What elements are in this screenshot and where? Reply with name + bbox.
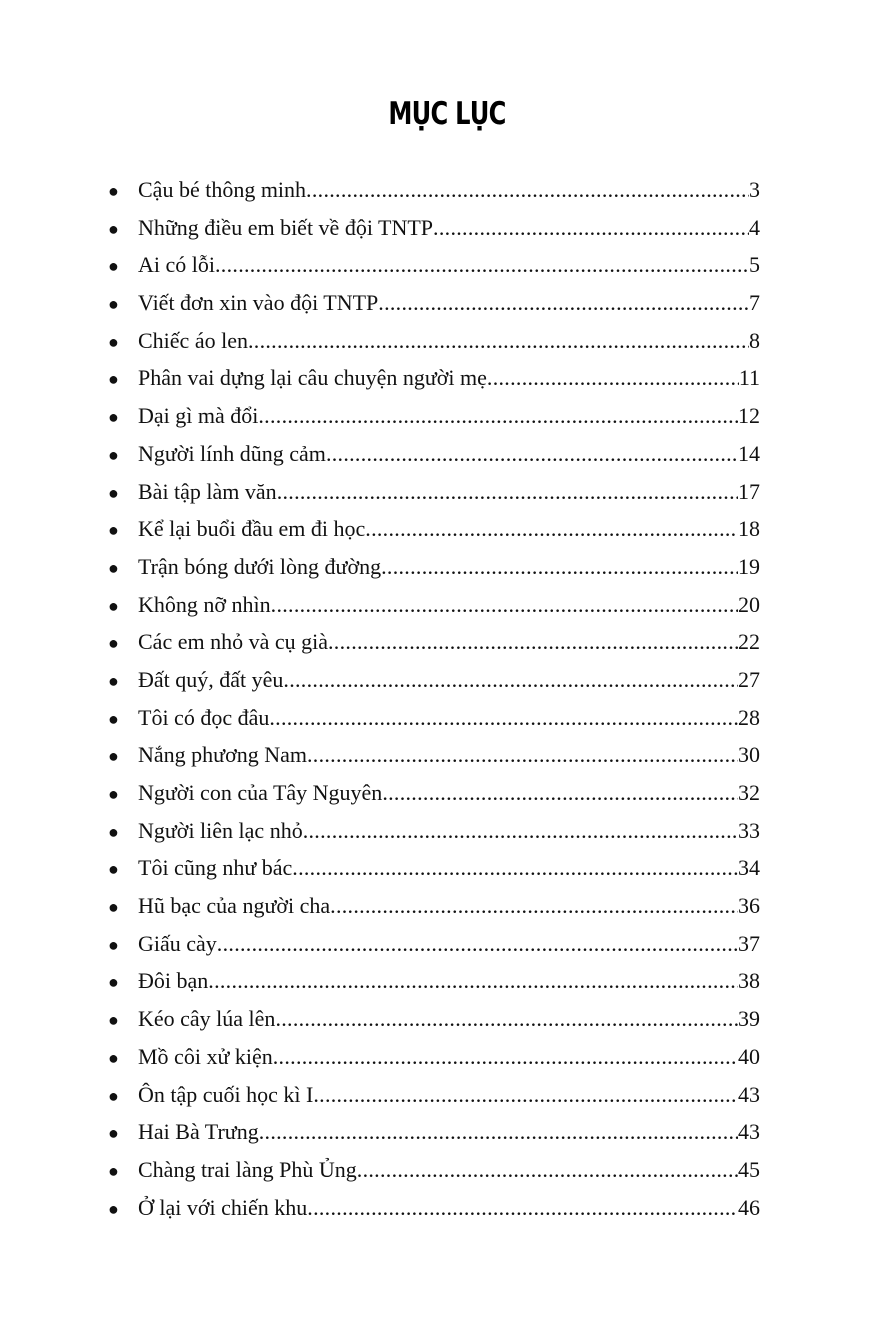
toc-entry-page: 22 (738, 629, 760, 655)
toc-entry-page: 36 (738, 893, 760, 919)
toc-entry-title: Hai Bà Trưng (138, 1119, 259, 1145)
bullet-icon: ● (108, 1123, 119, 1144)
toc-entry-title: Người con của Tây Nguyên (138, 780, 383, 805)
bullet-icon: ● (108, 407, 119, 428)
dot-leader (259, 1113, 738, 1151)
dot-leader (365, 510, 738, 548)
toc-entry-page: 33 (738, 817, 760, 843)
toc-entry-title: Tôi cũng như bác (138, 855, 293, 881)
dot-leader (306, 171, 749, 209)
dot-leader (326, 435, 738, 473)
toc-entry-page: 3 (749, 177, 760, 202)
toc-entry-page: 45 (738, 1156, 760, 1182)
toc-entry-page: 8 (749, 327, 760, 353)
toc-entry-title: Người lính dũng cảm (138, 440, 326, 466)
toc-entry-page: 12 (738, 403, 760, 429)
toc-entry[interactable] (106, 1113, 760, 1151)
toc-entry-title: Dại gì mà đổi (138, 403, 259, 429)
bullet-icon: ● (108, 557, 119, 578)
dot-leader (328, 623, 738, 661)
dot-leader (313, 1076, 738, 1114)
toc-entry-title: Kéo cây lúa lên (138, 1006, 276, 1032)
toc-entry[interactable] (106, 171, 760, 209)
toc-entry-page: 38 (738, 968, 760, 994)
toc-entry[interactable] (106, 1151, 760, 1189)
toc-entry[interactable] (106, 962, 760, 1000)
bullet-icon: ● (108, 369, 119, 390)
bullet-icon: ● (108, 746, 119, 767)
bullet-icon: ● (108, 595, 119, 616)
dot-leader (433, 209, 749, 247)
toc-entry-page: 43 (738, 1081, 760, 1107)
toc-entry[interactable] (106, 586, 760, 624)
toc-entry[interactable] (106, 887, 760, 925)
toc-entry-title: Nắng phương Nam (138, 742, 307, 768)
toc-entry-page: 19 (738, 553, 760, 579)
toc-entry[interactable] (106, 510, 760, 548)
bullet-icon: ● (108, 633, 119, 654)
toc-entry[interactable] (106, 1000, 760, 1038)
toc-entry-title: Mồ côi xử kiện (138, 1043, 273, 1069)
toc-entry-title: Viết đơn xin vào đội TNTP (138, 290, 379, 316)
toc-entry-title: Ai có lỗi (138, 252, 215, 278)
dot-leader (487, 359, 739, 397)
toc-entry-page: 4 (749, 214, 760, 240)
toc-entry-page: 20 (738, 591, 760, 617)
dot-leader (217, 925, 738, 963)
bullet-icon: ● (108, 218, 119, 239)
bullet-icon: ● (108, 294, 119, 315)
bullet-icon: ● (108, 482, 119, 503)
toc-entry-page: 11 (738, 365, 760, 391)
dot-leader (271, 586, 738, 624)
dot-leader (381, 548, 738, 586)
dot-leader (307, 1189, 738, 1227)
toc-entry-title: Bài tập làm văn (138, 478, 277, 504)
bullet-icon: ● (108, 1047, 119, 1068)
toc-entry[interactable] (106, 1189, 760, 1227)
toc-entry-title: Ở lại với chiến khu (138, 1194, 308, 1220)
bullet-icon: ● (108, 256, 119, 277)
toc-entry-title: Trận bóng dưới lòng đường (138, 553, 382, 579)
bullet-icon: ● (108, 897, 119, 918)
toc-entry-page: 5 (749, 252, 760, 278)
bullet-icon: ● (108, 444, 119, 465)
bullet-icon: ● (108, 1160, 119, 1181)
dot-leader (277, 473, 738, 511)
bullet-icon: ● (108, 1010, 119, 1031)
toc-entry-page: 30 (738, 742, 760, 768)
toc-entry-page: 14 (738, 440, 760, 466)
toc-entry-title: Kể lại buổi đầu em đi học (138, 516, 366, 542)
bullet-icon: ● (108, 784, 119, 804)
toc-entry[interactable] (106, 359, 760, 397)
toc-entry[interactable] (106, 1076, 760, 1114)
toc-entry-page: 7 (749, 290, 760, 316)
toc-entry[interactable] (106, 661, 760, 699)
toc-entry-page: 18 (738, 516, 760, 542)
toc-entry[interactable] (106, 849, 760, 887)
toc-entry-title: Không nỡ nhìn (138, 591, 271, 617)
bullet-icon: ● (108, 331, 119, 352)
toc-entry-page: 27 (738, 666, 760, 692)
dot-leader (208, 962, 738, 1000)
bullet-icon: ● (108, 821, 119, 842)
toc-entry-page: 46 (738, 1194, 760, 1220)
bullet-icon: ● (108, 1198, 119, 1219)
bullet-icon: ● (108, 708, 119, 729)
bullet-icon: ● (108, 934, 119, 955)
bullet-icon: ● (108, 670, 119, 691)
toc-entry-page: 28 (738, 704, 760, 730)
toc-entry-title: Tôi có đọc đâu (138, 704, 270, 730)
dot-leader (258, 397, 738, 435)
toc-entry[interactable] (106, 623, 760, 661)
dot-leader (303, 812, 738, 850)
toc-entry-page: 17 (738, 478, 760, 504)
dot-leader (382, 774, 738, 812)
toc-entry[interactable] (106, 699, 760, 737)
toc-entry[interactable] (106, 736, 760, 774)
toc-entry[interactable] (106, 812, 760, 850)
dot-leader (357, 1151, 738, 1189)
dot-leader (283, 661, 738, 699)
bullet-icon: ● (108, 859, 119, 880)
toc-entry[interactable] (106, 1038, 760, 1076)
bullet-icon: ● (108, 181, 119, 201)
toc-entry-page: 39 (738, 1006, 760, 1032)
toc-entry-title: Ôn tập cuối học kì I (138, 1081, 314, 1107)
toc-entry[interactable] (106, 397, 760, 435)
table-of-contents (106, 171, 760, 1226)
toc-entry[interactable] (106, 548, 760, 586)
dot-leader (248, 322, 749, 360)
toc-entry[interactable] (106, 774, 760, 812)
toc-entry-title: Cậu bé thông minh (138, 177, 307, 202)
toc-entry-title: Đôi bạn (138, 968, 209, 994)
dot-leader (275, 1000, 738, 1038)
dot-leader (292, 849, 738, 887)
toc-entry-title: Những điều em biết về đội TNTP (138, 214, 434, 240)
dot-leader (307, 736, 738, 774)
toc-entry-title: Người liên lạc nhỏ (138, 817, 303, 843)
toc-entry-page: 37 (738, 930, 760, 956)
toc-entry-page: 40 (738, 1043, 760, 1069)
dot-leader (378, 284, 749, 322)
toc-entry-title: Các em nhỏ và cụ già (138, 629, 328, 655)
toc-entry-page: 43 (738, 1119, 760, 1145)
dot-leader (269, 699, 738, 737)
toc-entry[interactable] (106, 435, 760, 473)
toc-entry-page: 32 (738, 780, 760, 805)
toc-entry[interactable] (106, 925, 760, 963)
toc-entry[interactable] (106, 322, 760, 360)
toc-entry[interactable] (106, 473, 760, 511)
dot-leader (330, 887, 738, 925)
dot-leader (273, 1038, 738, 1076)
toc-entry-title: Phân vai dựng lại câu chuyện người mẹ (138, 365, 487, 391)
toc-entry-title: Chàng trai làng Phù Ủng (138, 1156, 357, 1182)
toc-entry[interactable] (106, 284, 760, 322)
bullet-icon: ● (108, 520, 119, 541)
toc-entry[interactable] (106, 246, 760, 284)
page-title: MỤC LỤC (388, 96, 506, 132)
toc-entry[interactable] (106, 209, 760, 247)
toc-entry-page: 34 (738, 855, 760, 881)
toc-entry-title: Giấu cày (138, 930, 217, 956)
dot-leader (215, 246, 749, 284)
toc-entry-title: Chiếc áo len (138, 327, 248, 353)
toc-entry-title: Đất quý, đất yêu (138, 666, 284, 692)
bullet-icon: ● (108, 1085, 119, 1106)
bullet-icon: ● (108, 972, 119, 993)
toc-entry-title: Hũ bạc của người cha (138, 893, 331, 919)
